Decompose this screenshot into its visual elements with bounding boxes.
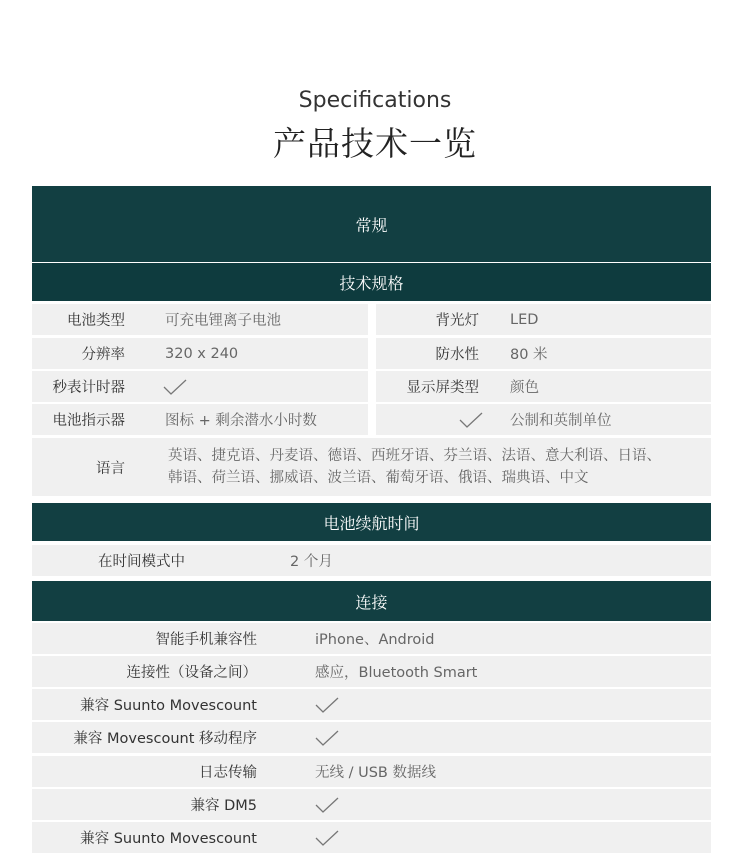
spec-label: 语言 <box>96 460 125 477</box>
spec-label: 分辨率 <box>81 347 125 363</box>
spec-label: 在时间模式中 <box>98 554 185 570</box>
spec-row-water-resistance <box>376 338 711 369</box>
spec-row-battery-indicator <box>32 404 368 435</box>
spec-row-resolution <box>32 338 368 369</box>
spec-value: 2 个月 <box>290 554 333 570</box>
checkmark-icon <box>163 379 183 395</box>
section-header-tech-specs: 技术规格 <box>32 263 711 301</box>
spec-value: 可充电锂离子电池 <box>165 313 281 329</box>
spec-row-connectivity <box>32 656 711 687</box>
language-line-2: 韩语、荷兰语、挪威语、波兰语、葡萄牙语、俄语、瑞典语、中文 <box>168 470 589 486</box>
spec-label: 电池指示器 <box>52 413 125 429</box>
spec-label: 兼容 Suunto Movescount <box>80 698 257 714</box>
spec-value <box>257 830 335 846</box>
spec-value <box>257 697 335 713</box>
spec-row-battery-type <box>32 304 368 335</box>
spec-value: LED <box>510 311 539 328</box>
spec-row-dm5-compat <box>32 789 711 820</box>
spec-row-time-mode <box>32 545 711 576</box>
spec-row-backlight <box>376 304 711 335</box>
spec-value: 80 米 <box>510 347 548 363</box>
spec-row-movescount-app-compat <box>32 722 711 753</box>
spec-row-units <box>376 404 711 435</box>
spec-label: 连接性（设备之间） <box>126 665 257 681</box>
spec-row-language <box>32 438 711 496</box>
spec-label: 兼容 Suunto Movescount <box>80 831 257 847</box>
spec-label: 防水性 <box>435 347 479 363</box>
spec-label: 显示屏类型 <box>406 380 479 396</box>
spec-label: 电池类型 <box>67 313 125 329</box>
spec-label <box>376 412 479 428</box>
spec-value: 颜色 <box>510 380 539 396</box>
spec-row-stopwatch <box>32 371 368 402</box>
page-title-en: Specifications <box>298 88 452 113</box>
checkmark-icon <box>315 797 335 813</box>
spec-label: 智能手机兼容性 <box>155 632 257 648</box>
spec-label: 兼容 Movescount 移动程序 <box>73 731 257 747</box>
spec-value: 公制和英制单位 <box>510 413 612 429</box>
spec-value <box>125 445 661 489</box>
checkmark-icon <box>315 730 335 746</box>
spec-row-log-transfer <box>32 756 711 787</box>
spec-row-movescount-compat-2 <box>32 822 711 853</box>
spec-value <box>125 379 183 395</box>
checkmark-icon <box>459 412 479 428</box>
section-header-battery-life: 电池续航时间 <box>32 503 711 541</box>
spec-row-smartphone-compat <box>32 623 711 654</box>
checkmark-icon <box>315 697 335 713</box>
section-header-connectivity: 连接 <box>32 581 711 621</box>
spec-value: 无线 / USB 数据线 <box>315 765 436 781</box>
spec-value: 图标 + 剩余潜水小时数 <box>165 413 317 429</box>
spec-row-movescount-compat <box>32 689 711 720</box>
spec-label: 秒表计时器 <box>52 380 125 396</box>
spec-value: 感应，Bluetooth Smart <box>315 665 478 681</box>
spec-row-display-type <box>376 371 711 402</box>
section-header-general: 常规 <box>32 186 711 262</box>
spec-label: 背光灯 <box>435 313 479 329</box>
page-title-zh: 产品技术一览 <box>273 124 477 163</box>
spec-label: 日志传输 <box>199 765 257 781</box>
checkmark-icon <box>315 830 335 846</box>
spec-value: 320 x 240 <box>165 345 239 362</box>
spec-value: iPhone、Android <box>315 632 435 648</box>
spec-value <box>257 797 335 813</box>
spec-label: 兼容 DM5 <box>190 798 257 814</box>
language-line-1: 英语、捷克语、丹麦语、德语、西班牙语、芬兰语、法语、意大利语、日语、 <box>168 448 661 464</box>
spec-value <box>257 730 335 746</box>
